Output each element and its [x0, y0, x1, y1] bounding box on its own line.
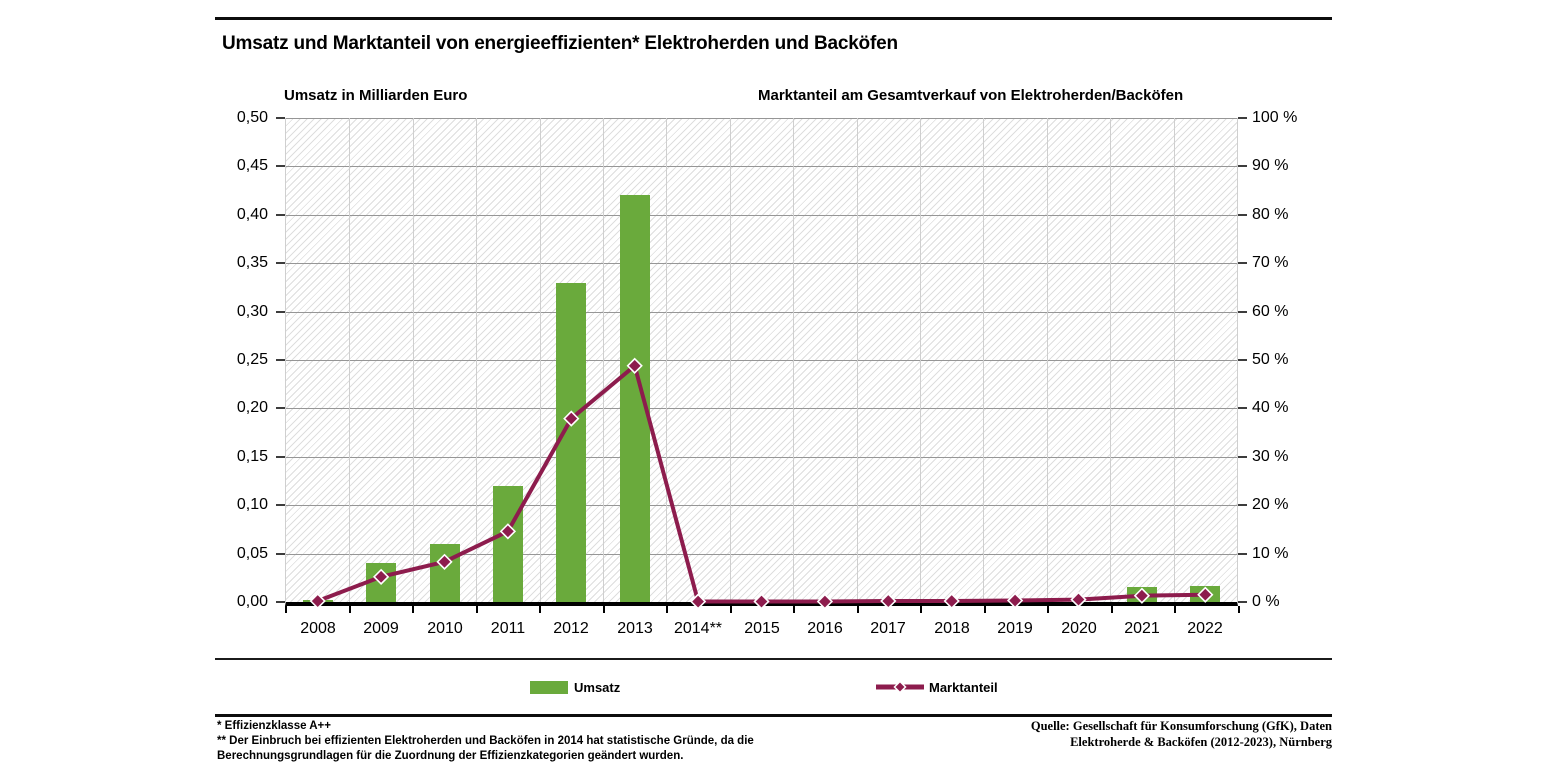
left-axis-tick-label: 0,45: [236, 157, 268, 174]
left-axis-tick: [276, 359, 285, 361]
marktanteil-point: [755, 595, 769, 609]
right-axis-tick: [1238, 262, 1247, 264]
left-axis-tick: [276, 117, 285, 119]
x-axis-tick: [539, 606, 541, 613]
marktanteil-point: [311, 594, 325, 608]
x-axis-year-label: 2016: [807, 620, 843, 637]
x-axis-year-label: 2013: [617, 620, 653, 637]
umsatz-legend-label: Umsatz: [574, 680, 621, 695]
left-axis-tick-label: 0,30: [236, 303, 268, 320]
x-axis-year-label: 2018: [934, 620, 970, 637]
left-axis-tick-label: 0,40: [236, 206, 268, 223]
left-axis-title: Umsatz in Milliarden Euro: [284, 87, 468, 104]
x-axis-tick: [730, 606, 732, 613]
right-axis-tick-label: 80 %: [1252, 206, 1289, 223]
left-axis-tick: [276, 407, 285, 409]
left-axis-tick: [276, 504, 285, 506]
line-marker-icon: [876, 678, 924, 696]
right-axis-tick-label: 10 %: [1252, 545, 1289, 562]
left-axis-tick: [276, 262, 285, 264]
x-axis-tick: [857, 606, 859, 613]
right-axis-title: Marktanteil am Gesamtverkauf von Elektroherden/Backöfen: [758, 87, 1184, 104]
marktanteil-point: [1198, 588, 1212, 602]
x-axis-year-label: 2022: [1187, 620, 1223, 637]
left-axis-tick-label: 0,20: [236, 399, 268, 416]
left-axis-tick-label: 0,10: [236, 496, 268, 513]
left-axis-tick: [276, 601, 285, 603]
right-axis-tick: [1238, 359, 1247, 361]
footnotes: [217, 719, 754, 764]
x-axis-year-label: 2021: [1124, 620, 1160, 637]
right-axis-tick-label: 20 %: [1252, 496, 1289, 513]
right-axis-tick-label: 70 %: [1252, 254, 1289, 271]
x-axis-tick: [666, 606, 668, 613]
left-axis-tick: [276, 553, 285, 555]
x-axis-tick: [603, 606, 605, 613]
marktanteil-legend-label: Marktanteil: [929, 680, 998, 695]
right-axis-tick-label: 50 %: [1252, 351, 1289, 368]
left-axis-tick-label: 0,00: [236, 593, 268, 610]
marktanteil-line: [286, 118, 1237, 602]
left-axis-tick-label: 0,50: [236, 109, 268, 126]
x-axis-year-label: 2010: [427, 620, 463, 637]
left-axis-tick-label: 0,35: [236, 254, 268, 271]
marktanteil-point: [374, 570, 388, 584]
left-axis-tick: [276, 311, 285, 313]
x-axis-tick: [476, 606, 478, 613]
right-axis-tick: [1238, 504, 1247, 506]
right-axis-tick: [1238, 165, 1247, 167]
x-axis-year-label: 2012: [553, 620, 589, 637]
x-axis-year-label: 2014**: [673, 620, 723, 637]
right-axis-tick: [1238, 601, 1247, 603]
x-axis-tick: [1238, 606, 1240, 613]
marktanteil-point: [438, 555, 452, 569]
right-axis-tick: [1238, 311, 1247, 313]
right-axis-tick-label: 100 %: [1252, 109, 1298, 126]
source-line: Quelle: Gesellschaft für Konsumforschung (GfK), Daten: [1030, 719, 1332, 733]
marktanteil-point: [1135, 589, 1149, 603]
x-axis-tick: [349, 606, 351, 613]
marktanteil-point: [1008, 594, 1022, 608]
left-axis-tick-label: 0,25: [236, 351, 268, 368]
x-axis-tick: [1047, 606, 1049, 613]
right-axis-tick: [1238, 456, 1247, 458]
left-axis-tick-label: 0,05: [236, 545, 268, 562]
x-axis-tick: [1111, 606, 1113, 613]
right-axis-tick-label: 90 %: [1252, 157, 1289, 174]
footnote-line: ** Der Einbruch bei effizienten Elektroherden und Backöfen in 2014 hat statistische Gründe, da die: [217, 735, 754, 747]
x-axis-year-label: 2009: [363, 620, 399, 637]
left-axis-tick-label: 0,15: [236, 448, 268, 465]
source-line: Elektroherde & Backöfen (2012-2023), Nürnberg: [1070, 734, 1332, 749]
right-axis-tick: [1238, 553, 1247, 555]
x-axis-year-label: 2019: [997, 620, 1033, 637]
x-axis-tick: [793, 606, 795, 613]
right-axis-tick: [1238, 117, 1247, 119]
x-axis-tick: [1174, 606, 1176, 613]
x-axis-year-label: 2008: [300, 620, 336, 637]
umsatz-legend-swatch: [530, 681, 568, 694]
marktanteil-point: [691, 595, 705, 609]
right-axis-tick: [1238, 214, 1247, 216]
x-axis-tick: [412, 606, 414, 613]
right-axis-tick-label: 60 %: [1252, 303, 1289, 320]
right-axis-tick: [1238, 407, 1247, 409]
plot-area: [285, 118, 1238, 606]
x-axis-tick: [920, 606, 922, 613]
marktanteil-point: [945, 594, 959, 608]
footnote-line: Berechnungsgrundlagen für die Zuordnung der Effizienzkategorien geändert wurden.: [217, 750, 684, 762]
x-axis-year-label: 2015: [744, 620, 780, 637]
right-axis-tick-label: 40 %: [1252, 399, 1289, 416]
marktanteil-point: [1072, 593, 1086, 607]
left-axis-tick: [276, 214, 285, 216]
marktanteil-point: [881, 594, 895, 608]
bottom-rule: [215, 714, 1332, 717]
x-axis-year-label: 2011: [490, 620, 526, 637]
marktanteil-point: [818, 595, 832, 609]
x-axis-tick: [285, 606, 287, 613]
chart-title: Umsatz und Marktanteil von energieeffizienten* Elektroherden und Backöfen: [222, 33, 898, 54]
top-rule: [215, 17, 1332, 20]
x-axis-year-label: 2020: [1061, 620, 1097, 637]
left-axis-tick: [276, 456, 285, 458]
legend-divider: [215, 658, 1332, 660]
x-axis-year-label: 2017: [870, 620, 906, 637]
x-axis-tick: [984, 606, 986, 613]
left-axis-tick: [276, 165, 285, 167]
marktanteil-legend-marker: [876, 678, 924, 696]
source-note: [1031, 719, 1332, 750]
right-axis-tick-label: 30 %: [1252, 448, 1289, 465]
footnote-line: * Effizienzklasse A++: [217, 720, 331, 732]
right-axis-tick-label: 0 %: [1252, 593, 1280, 610]
